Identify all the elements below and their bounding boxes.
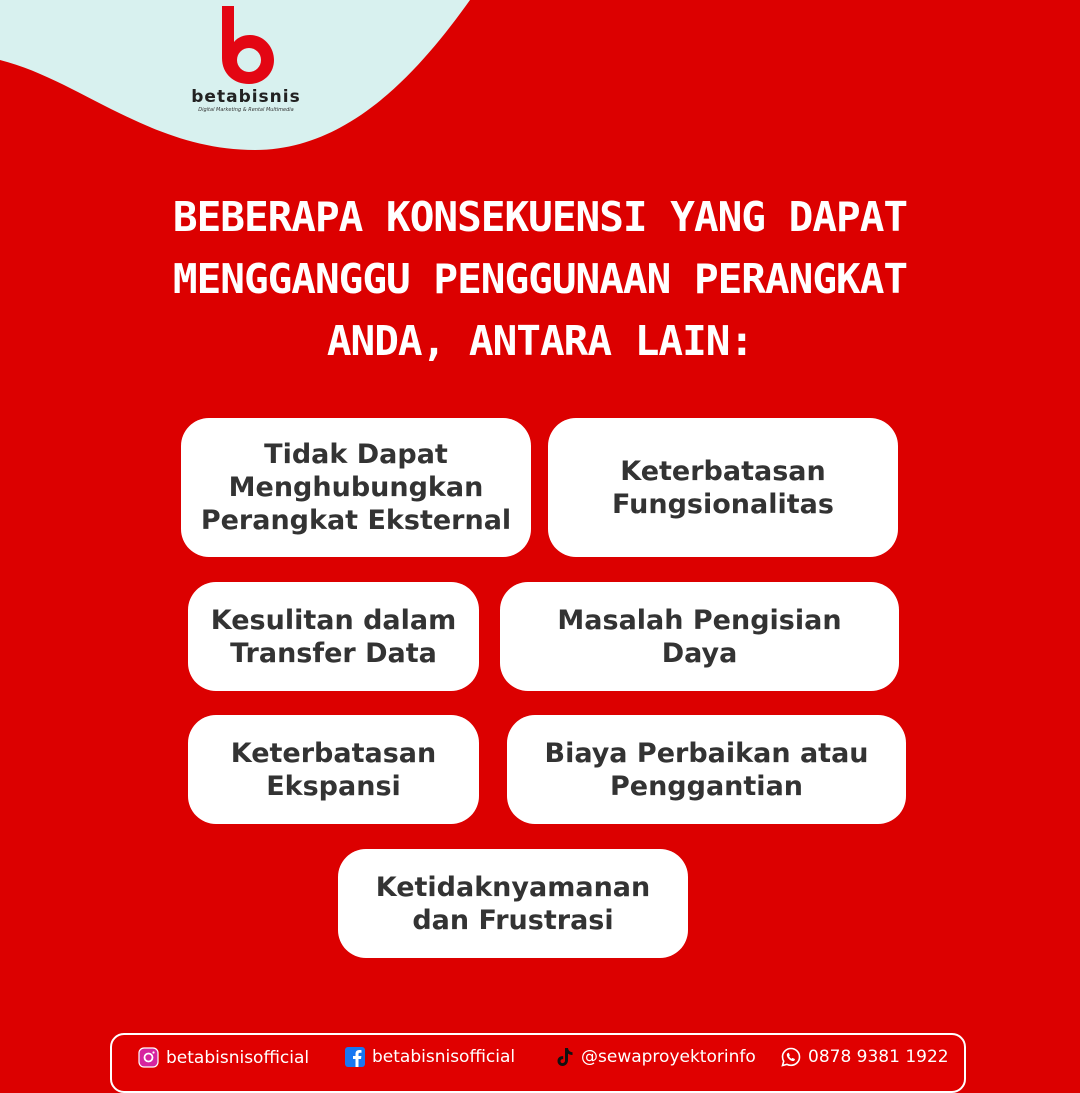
card-text: Fungsionalitas [612,488,834,520]
facebook-link[interactable] [345,1047,515,1067]
headline [60,186,1020,372]
whatsapp-number: 0878 9381 1922 [808,1047,949,1067]
consequence-card-external-devices [181,418,531,557]
whatsapp-icon [781,1047,801,1067]
tiktok-handle: @sewaproyektorinfo [581,1047,756,1067]
card-text: Kesulitan dalam [210,604,457,636]
card-text: Biaya Perbaikan atau [544,737,869,769]
facebook-icon [345,1047,365,1067]
consequence-card-repair-cost [507,715,906,824]
consequence-card-data-transfer [188,582,479,691]
consequence-card-limited-functionality [548,418,898,557]
card-text: Keterbatasan [620,455,826,487]
instagram-icon [138,1047,159,1068]
card-text: Keterbatasan [230,737,437,769]
facebook-handle: betabisnisofficial [372,1047,516,1067]
consequence-card-limited-expansion [188,715,479,824]
consequence-card-discomfort [338,849,688,958]
instagram-link[interactable] [138,1047,309,1068]
logo-b-icon [214,4,278,86]
brand-name: betabisnis [191,87,301,107]
brand-tagline: Digital Marketing & Rental Multimedia [198,107,294,113]
brand-logo[interactable] [186,4,306,113]
card-text: Daya [661,637,738,669]
card-text: Masalah Pengisian [557,604,842,636]
headline-line-3: ANDA, ANTARA LAIN: [326,317,754,365]
card-text: Menghubungkan [228,472,484,503]
tiktok-link[interactable] [556,1047,756,1067]
card-text: Ekspansi [266,770,401,802]
headline-line-2: MENGGANGGU PENGGUNAAN PERANGKAT [172,255,908,303]
card-text: Tidak Dapat [264,439,448,470]
card-text: Penggantian [609,770,804,802]
tiktok-icon [556,1047,574,1067]
headline-line-1: BEBERAPA KONSEKUENSI YANG DAPAT [172,193,908,241]
card-text: Transfer Data [230,637,437,669]
consequence-card-charging-issue [500,582,899,691]
card-text: Perangkat Eksternal [200,505,512,536]
card-text: dan Frustrasi [412,904,614,936]
instagram-handle: betabisnisofficial [166,1047,310,1068]
whatsapp-link[interactable] [781,1047,949,1067]
card-text: Ketidaknyamanan [375,871,651,903]
